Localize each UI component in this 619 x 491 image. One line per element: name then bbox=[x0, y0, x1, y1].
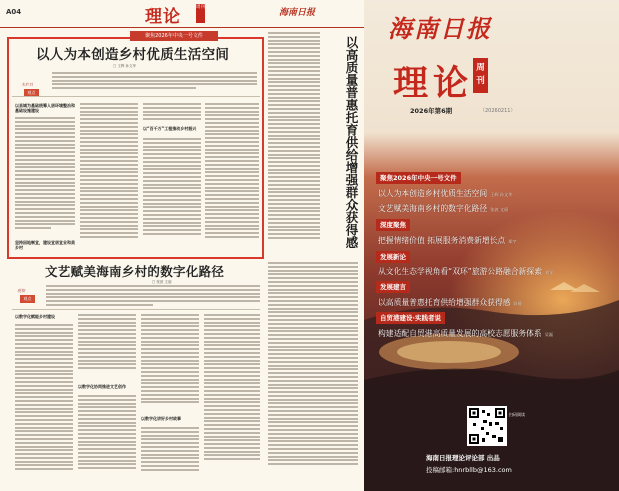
cover-section-4: 发展建言 bbox=[376, 281, 410, 293]
lead-col-3-top bbox=[143, 103, 201, 122]
cover-section-2: 深度聚焦 bbox=[376, 219, 410, 231]
lead-col-1 bbox=[15, 117, 75, 231]
lead-col-3 bbox=[143, 138, 201, 237]
divider bbox=[12, 96, 260, 97]
cover-item-author: 王辉 孙文华 bbox=[490, 192, 513, 197]
cover-item-author: 吴磊 bbox=[544, 332, 554, 337]
stamp-top: 观察 bbox=[17, 288, 25, 293]
qr-label: 扫码阅读 bbox=[509, 412, 525, 417]
qr-code[interactable] bbox=[467, 406, 507, 446]
cover-item-author: 陈静 bbox=[513, 301, 522, 306]
lead-subhead-2: 坚持因地制宜，建设宜居宜业和美乡村 bbox=[15, 240, 75, 250]
cover-publisher: 海南日报理论评论部 出品 bbox=[426, 454, 500, 462]
stamp-top: 本栏目 bbox=[21, 82, 33, 87]
stamp-label: 观点 bbox=[24, 89, 39, 97]
cover-issue: 2026年第6期 bbox=[410, 107, 453, 115]
cover-page bbox=[364, 0, 619, 491]
cover-item[interactable] bbox=[378, 235, 517, 246]
second-col-1 bbox=[15, 324, 73, 472]
lead-kicker: 聚焦2026年中央一号文件 bbox=[130, 31, 218, 41]
cover-section-5: 自贸港建设·实践者说 bbox=[376, 312, 445, 324]
cover-item-author: 郑宇 bbox=[508, 239, 517, 244]
side-article-text bbox=[268, 32, 320, 241]
cover-item-author: 刘军 bbox=[545, 270, 554, 275]
lead-byline: □ 王辉 孙文华 bbox=[113, 64, 137, 68]
second-byline: □ 张波 文丽 bbox=[152, 280, 172, 284]
cover-date: （20260211） bbox=[480, 108, 516, 114]
cover-section-3: 发展新论 bbox=[376, 251, 410, 263]
second-intro-text bbox=[46, 285, 260, 308]
cover-item-text: 以高质量普惠托育供给增强群众获得感 bbox=[378, 298, 511, 307]
cover-title: 理论 bbox=[393, 63, 474, 104]
lead-headline: 以人为本创造乡村优质生活空间 bbox=[36, 47, 230, 63]
divider bbox=[12, 309, 260, 310]
lead-stamp bbox=[18, 82, 46, 101]
section-masthead: 理论 bbox=[145, 7, 181, 27]
second-stamp bbox=[14, 288, 42, 307]
lead-subhead-1: 以县域为基础统筹人居环境整治和基础设施建设 bbox=[15, 103, 75, 113]
qr-code-icon bbox=[469, 408, 505, 444]
cover-item[interactable] bbox=[378, 328, 553, 339]
stamp-label: 观点 bbox=[20, 295, 35, 303]
cover-item-text: 把握情绪价值 拓展服务消费新增长点 bbox=[378, 236, 506, 245]
lead-col-4 bbox=[205, 103, 259, 240]
cover-item-text: 构建适配自贸港高质量发展的高校志愿服务体系 bbox=[378, 329, 542, 338]
cover-email: 投稿邮箱:hnrbllb@163.com bbox=[426, 466, 512, 474]
header-brand: 海南日报 bbox=[279, 8, 316, 18]
cover-item[interactable] bbox=[378, 266, 553, 277]
second-subhead-3: 以数字化讲好乡村故事 bbox=[141, 416, 181, 421]
cover-item-author: 张波 文丽 bbox=[490, 207, 509, 212]
cover-section-1: 聚焦2026年中央一号文件 bbox=[376, 172, 461, 184]
second-headline: 文艺赋美海南乡村的数字化路径 bbox=[45, 264, 225, 279]
vertical-headline: 以高质量普惠托育供给增强群众获得感 bbox=[344, 36, 359, 249]
second-col-3b bbox=[141, 427, 199, 473]
cover-item-text: 文艺赋美海南乡村的数字化路径 bbox=[378, 204, 488, 213]
second-col-2 bbox=[78, 314, 136, 371]
page-header bbox=[0, 0, 364, 28]
cover-item[interactable] bbox=[378, 203, 508, 214]
zhoukan-tag: 周刊 bbox=[196, 4, 205, 23]
second-col-4 bbox=[204, 314, 260, 462]
lead-intro-text bbox=[52, 72, 257, 91]
cover-zhoukan: 周刊 bbox=[473, 58, 488, 93]
lead-subhead-3: 以“百千万”工程推动乡村振兴 bbox=[143, 126, 197, 131]
second-col-3 bbox=[141, 314, 199, 405]
page-number: A04 bbox=[6, 8, 22, 16]
cover-item-text: 从文化生态学视角看“双环”旅游公路融合新探索 bbox=[378, 267, 543, 276]
second-subhead-1: 以数字化赋能乡村建设 bbox=[15, 314, 55, 319]
cover-item[interactable] bbox=[378, 297, 522, 308]
cover-brand: 海南日报 bbox=[388, 14, 492, 43]
cover-item-text: 以人为本创造乡村优质生活空间 bbox=[378, 189, 488, 198]
lead-col-2 bbox=[80, 103, 138, 240]
side-article-text-lower bbox=[268, 262, 358, 467]
cover-item[interactable] bbox=[378, 188, 512, 199]
second-col-2b bbox=[78, 395, 136, 471]
second-subhead-2: 以数字化协同推进文艺创作 bbox=[78, 384, 126, 389]
